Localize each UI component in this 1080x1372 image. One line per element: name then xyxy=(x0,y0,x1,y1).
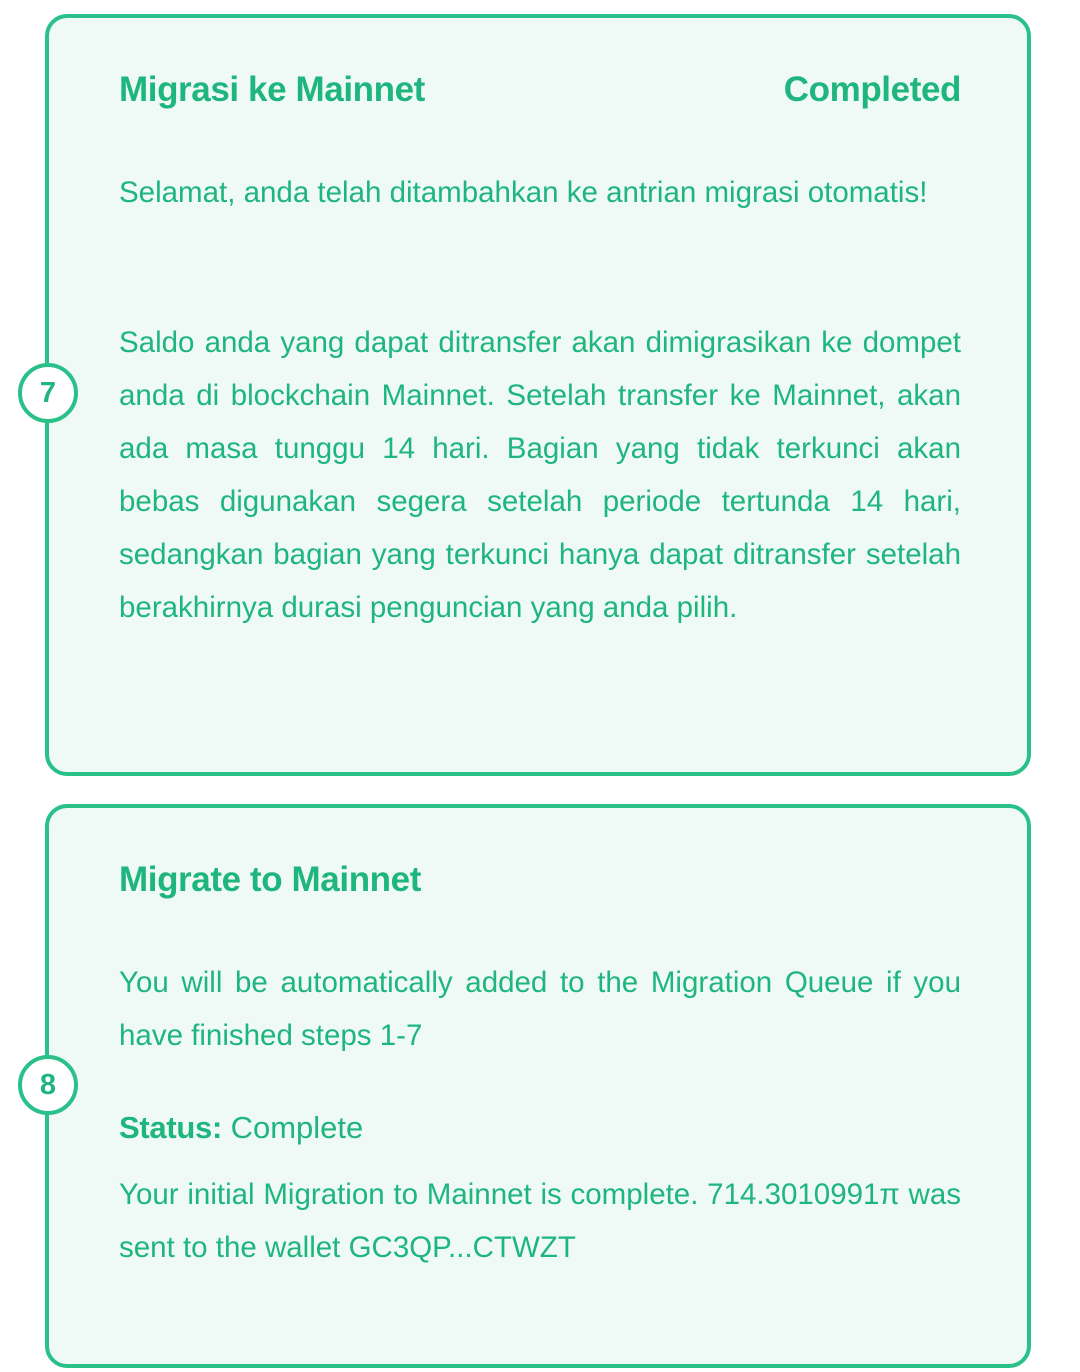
step-7-number-badge: 7 xyxy=(18,363,78,423)
step-8-detail: Your initial Migration to Mainnet is complete. 714.3010991π was sent to the wallet GC3QP...CTWZT xyxy=(119,1178,961,1264)
step-7-title: Migrasi ke Mainnet xyxy=(119,70,425,109)
step-7-status: Completed xyxy=(783,70,961,109)
step-7-header xyxy=(119,70,961,110)
step-8-card xyxy=(45,804,1031,1368)
step-8-status-value: Complete xyxy=(230,1110,364,1145)
step-7-paragraph-2: Saldo anda yang dapat ditransfer akan dimigrasikan ke dompet anda di blockchain Mainnet. Setelah transfer ke Mainnet, akan ada masa tunggu 14 hari. Bagian yang tidak terkunci akan bebas digunakan segera setelah periode tertunda 14 hari, sedangkan bagian yang terkunci hanya dapat ditransfer setelah berakhirnya durasi penguncian yang anda pilih. xyxy=(119,326,961,624)
step-8-paragraph-1: You will be automatically added to the Migration Queue if you have finished steps 1-7 xyxy=(119,966,961,1052)
step-8-number-badge: 8 xyxy=(18,1055,78,1115)
step-7-paragraph-1: Selamat, anda telah ditambahkan ke antrian migrasi otomatis! xyxy=(119,176,928,209)
step-8-status-line xyxy=(119,1110,961,1146)
step-8-status-label: Status: xyxy=(119,1110,222,1145)
step-7-card xyxy=(45,14,1031,776)
step-8-title: Migrate to Mainnet xyxy=(119,860,421,899)
